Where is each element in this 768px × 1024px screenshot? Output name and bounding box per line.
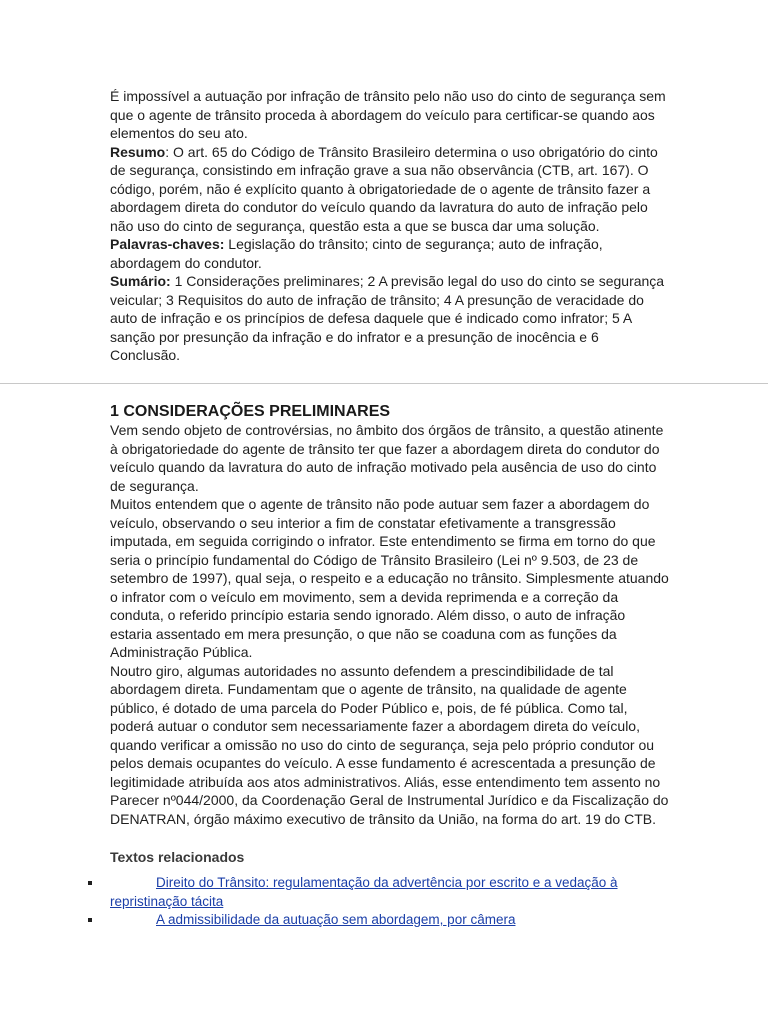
section-title: 1 CONSIDERAÇÕES PRELIMINARES — [110, 403, 391, 420]
section-paragraph-2: Muitos entendem que o agente de trânsito não pode autuar sem fazer a abordagem do veículo, observando o seu interior a fim de constatar efetivamente a transgressão imputada, em seguida corrigindo o infrator. Este entendimento se firma em torno do que seria o princípio fundamental do Código de Trânsito Brasileiro (Lei nº 9.503, de 23 de setembro de 1997), qual seja, o respeito e a educação no trânsito. Simplesmente atuando o infrator com o veículo em movimento, sem a devida reprimenda e a correção da conduta, o referido princípio estaria sendo ignorado. Além disso, o auto de infração estaria assentado em mera presunção, o que não se coaduna com as funções da Administração Pública. — [110, 496, 669, 660]
summary-label: Sumário: — [110, 273, 171, 289]
section-divider — [0, 383, 768, 384]
keywords-label: Palavras-chaves: — [110, 236, 225, 252]
abstract-paragraph — [110, 143, 670, 236]
summary-text: 1 Considerações preliminares; 2 A previsão legal do uso do cinto se segurança veicular; 3 Requisitos do auto de infração de trânsito; 4 A presunção de veracidade do auto de infração e os princípios de defesa daquele que é indicado como infrator; 5 A sanção por presunção da infração e do infrator e a presunção de inocência e 6 Conclusão. — [110, 273, 665, 363]
bullet-icon — [88, 918, 92, 922]
related-link-item — [0, 874, 655, 911]
abstract-text: : O art. 65 do Código de Trânsito Brasileiro determina o uso obrigatório do cinto de segurança, consistindo em infração grave a sua não observância (CTB, art. 167). O código, porém, não é explícito quanto à obrigatoriedade de o agente de trânsito fazer a abordagem direta do condutor do veículo quando da lavratura do auto de infração pelo não uso do cinto de segurança, questão esta a que se busca dar uma solução. — [110, 143, 658, 234]
section-paragraph-1: Vem sendo objeto de controvérsias, no âmbito dos órgãos de trânsito, a questão atinente à obrigatoriedade do agente de trânsito ter que fazer a abordagem direta do condutor do veículo quando da lavratura do auto de infração motivado pela ausência de uso do cinto de segurança. — [110, 422, 664, 494]
related-links-list — [0, 874, 768, 930]
section-body — [110, 421, 670, 828]
related-link-item — [0, 911, 655, 930]
intro-block — [110, 87, 670, 365]
related-link-advertencia[interactable]: Direito do Trânsito: regulamentação da advertência por escrito e a vedação à repristinação tácita — [110, 875, 618, 909]
intro-paragraph: É impossível a autuação por infração de trânsito pelo não uso do cinto de segurança sem que o agente de trânsito proceda à abordagem do veículo para certificar-se quando aos elementos do seu ato. — [110, 88, 666, 141]
keywords-text: Legislação do trânsito; cinto de segurança; auto de infração, abordagem do condutor. — [110, 236, 603, 271]
abstract-label: Resumo — [110, 143, 166, 160]
bullet-icon — [88, 881, 92, 885]
section-paragraph-3: Noutro giro, algumas autoridades no assunto defendem a prescindibilidade de tal abordagem direta. Fundamentam que o agente de trânsito, na qualidade de agente público, é dotado de uma parcela do Poder Público e, pois, de fé pública. Como tal, poderá autuar o condutor sem necessariamente fazer a abordagem direta do veículo, quando verificar a omissão no uso do cinto de segurança, seja pelo próprio condutor ou pelos demais ocupantes do veículo. A esse fundamento é acrescentada a presunção de legitimidade atribuída aos atos administrativos. Aliás, esse entendimento tem assento no Parecer nº044/2000, da Coordenação Geral de Instrumental Jurídico e da Fiscalização do DENATRAN, órgão máximo executivo de trânsito da União, na forma do art. 19 do CTB. — [110, 662, 669, 827]
related-texts-title: Textos relacionados — [110, 849, 245, 865]
keywords-paragraph — [110, 235, 670, 272]
related-link-camera[interactable]: A admissibilidade da autuação sem abordagem, por câmera — [156, 912, 516, 927]
summary-paragraph — [110, 272, 670, 365]
